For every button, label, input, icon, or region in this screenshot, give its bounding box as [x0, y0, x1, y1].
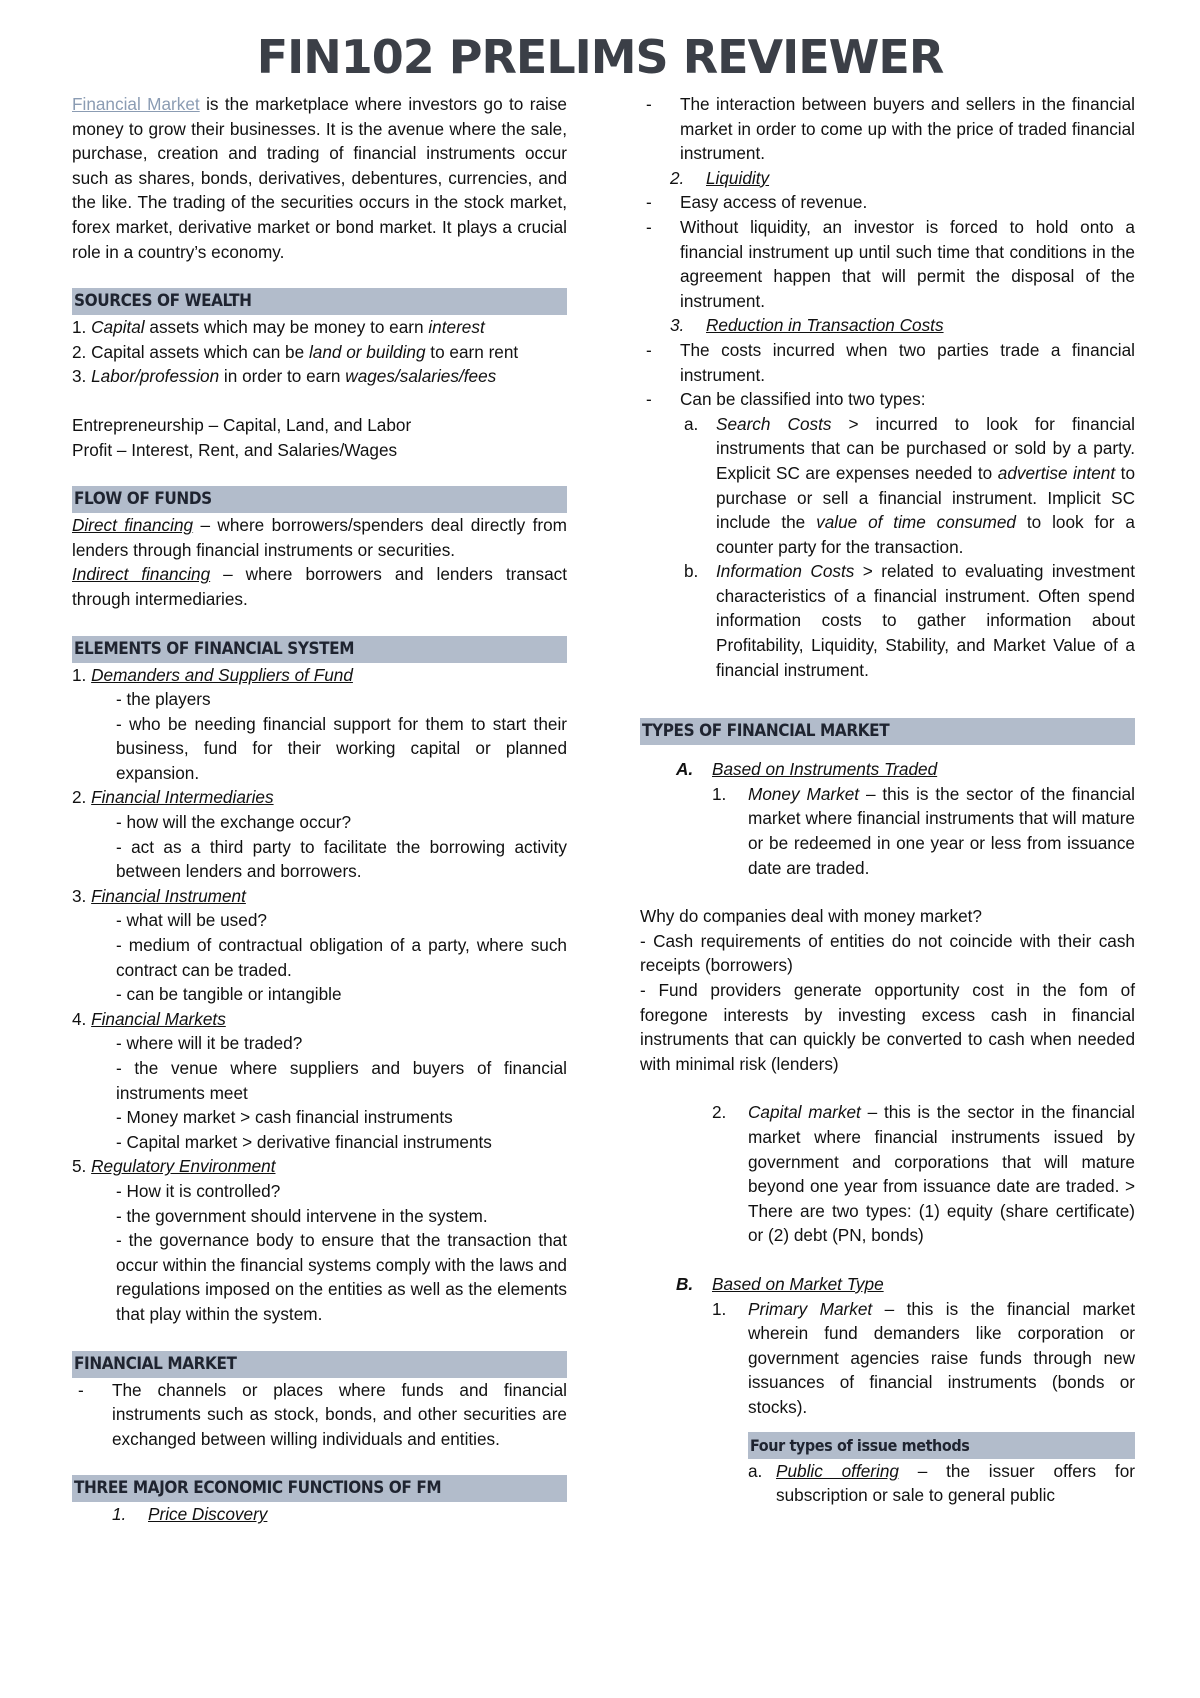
intro-paragraph: Financial Market is the marketplace where investors go to raise money to grow their businesses. It is the avenue where the sale, purchase, creation and trading of financial instruments occur such as shares, bonds, derivatives, debentures, currencies, and the like. The trading of the securities occurs in the stock market, forex market, derivative market or bond market. It plays a crucial role in a country’s economy.: [72, 94, 567, 262]
function-text: - Without liquidity, an investor is forced to hold onto a financial instrument up until such time that conditions in the agreement happen that will permit the disposal of the instrument.: [646, 216, 1135, 311]
left-column: [72, 92, 567, 1527]
element-line: - the governance body to ensure that the transaction that occur within the financial systems comply with the laws and regulations imposed on the entities as well as the elements that play within the system.: [116, 1230, 567, 1324]
function-transaction-costs: 3. Reduction in Transaction Costs: [670, 315, 944, 336]
element-line: - Money market > cash financial instruments: [116, 1107, 453, 1128]
element-title: 2. Financial Intermediaries: [72, 787, 274, 808]
function-text: - The costs incurred when two parties trade a financial instrument.: [646, 339, 1135, 385]
fm-definition: - The channels or places where funds and financial instruments such as stock, bonds, and other securities are exchanged between willing individuals and entities.: [78, 1379, 567, 1449]
direct-financing: Direct financing – where borrowers/spenders deal directly from lenders through financial instruments or securities.: [72, 515, 567, 560]
element-line: - medium of contractual obligation of a party, where such contract can be traded.: [116, 935, 567, 980]
function-price-discovery: 1. Price Discovery: [112, 1504, 268, 1525]
money-market-item: 1. Money Market – this is the sector of the financial market where financial instruments that will mature or be redeemed in one year or less from issuance date are traded.: [712, 783, 1136, 878]
page-title: FIN102 PRELIMS REVIEWER: [256, 30, 944, 84]
element-line: - can be tangible or intangible: [116, 984, 342, 1005]
element-line: - where will it be traded?: [116, 1033, 303, 1054]
function-text: - Easy access of revenue.: [646, 192, 868, 213]
issue-methods-heading: Four types of issue methods: [748, 1432, 1135, 1459]
element-title: 3. Financial Instrument: [72, 885, 246, 906]
search-costs-item: a. Search Costs > incurred to look for financial instruments that can be purchased or sold by a party. Explicit SC are expenses needed to advertise intent to purchase or sell a financial instrument. Implicit SC include the value of time consumed to look for a counter party for the transaction.: [684, 413, 1136, 557]
types-heading: TYPES OF FINANCIAL MARKET: [640, 718, 1135, 745]
sources-heading: SOURCES OF WEALTH: [72, 288, 567, 315]
element-line: - How it is controlled?: [116, 1180, 281, 1201]
indirect-financing: Indirect financing – where borrowers and lenders transact through intermediaries.: [72, 564, 567, 609]
source-item: 2. Capital assets which can be land or building to earn rent: [72, 341, 519, 362]
element-line: - the venue where suppliers and buyers of financial instruments meet: [116, 1058, 567, 1103]
functions-heading: THREE MAJOR ECONOMIC FUNCTIONS OF FM: [72, 1475, 567, 1502]
why-reason: - Fund providers generate opportunity cost in the fom of foregone interests by investing excess cash in financial instruments that can quickly be converted to cash when needed with minimal risk (lenders): [640, 980, 1135, 1074]
element-line: - how will the exchange occur?: [116, 812, 352, 833]
right-column: [640, 92, 1135, 1508]
element-line: - who be needing financial support for them to start their business, fund for their working capital or planned expansion.: [116, 713, 567, 783]
profit-line: Profit – Interest, Rent, and Salaries/Wages: [72, 439, 398, 460]
public-offering-item: a. Public offering – the issuer offers for subscription or sale to general public: [748, 1460, 1135, 1506]
element-line: - the players: [116, 689, 211, 710]
why-reason: - Cash requirements of entities do not coincide with their cash receipts (borrowers): [640, 930, 1135, 976]
capital-market-item: 2. Capital market – this is the sector in the financial market where financial instruments issued by government and corporations that will mature beyond one year from issuance date are traded. > There are two types: (1) equity (share certificate) or (2) debt (PN, bonds): [712, 1102, 1135, 1246]
element-line: - Capital market > derivative financial instruments: [116, 1131, 492, 1152]
source-item: 1. Capital assets which may be money to earn interest: [72, 317, 485, 338]
element-line: - what will be used?: [116, 910, 267, 931]
element-line: - act as a third party to facilitate the borrowing activity between lenders and borrowers.: [116, 836, 567, 882]
source-item: 3. Labor/profession in order to earn wages/salaries/fees: [72, 366, 497, 387]
flow-heading: FLOW OF FUNDS: [72, 486, 567, 513]
primary-market-item: 1. Primary Market – this is the financial market wherein fund demanders like corporation or government agencies raise funds through new issuances of financial instruments (bonds or stocks).: [712, 1298, 1135, 1417]
function-text: - Can be classified into two types:: [646, 389, 926, 410]
function-liquidity: 2. Liquidity: [670, 167, 770, 188]
element-title: 5. Regulatory Environment: [72, 1156, 276, 1177]
fm-heading: FINANCIAL MARKET: [72, 1351, 567, 1378]
types-section-a: A. Based on Instruments Traded: [676, 759, 938, 780]
elements-heading: ELEMENTS OF FINANCIAL SYSTEM: [72, 636, 567, 663]
element-title: 1. Demanders and Suppliers of Fund: [72, 664, 353, 685]
element-title: 4. Financial Markets: [72, 1008, 226, 1029]
information-costs-item: b. Information Costs > related to evaluating investment characteristics of a financial instrument. Often spend information costs to gather information about Profitability, Liquidity, Stability, and Market Value of a financial instrument.: [684, 561, 1135, 680]
element-line: - the government should intervene in the system.: [116, 1205, 488, 1226]
financial-market-link[interactable]: Financial Market: [72, 94, 200, 114]
types-section-b: B. Based on Market Type: [676, 1273, 884, 1294]
why-question: Why do companies deal with money market?: [640, 906, 982, 927]
entrepreneurship-line: Entrepreneurship – Capital, Land, and Labor: [72, 414, 412, 435]
function-text: - The interaction between buyers and sellers in the financial market in order to come up with the price of traded financial instrument.: [646, 94, 1135, 164]
